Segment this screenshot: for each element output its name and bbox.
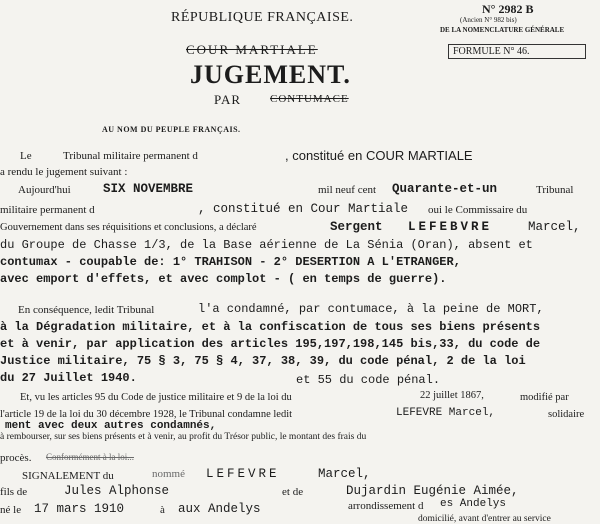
- line-13-loi: du 27 Juillet 1940.: [0, 371, 137, 385]
- contumace-label: CONTUMACE: [270, 93, 349, 105]
- line-16-rembourser: à rembourser, sur ses biens présents et à venir, au profit du Trésor public, le montant des frais du: [0, 432, 367, 442]
- arrondissement-value: es Andelys: [440, 498, 507, 510]
- line-5-nom: LEFEBVRE: [408, 220, 493, 234]
- signalement-nom: LEFEVRE: [206, 467, 280, 481]
- line-17-proces: procès.: [0, 452, 32, 464]
- court-label: COUR MARTIALE: [186, 42, 318, 57]
- line-11-articles: et à venir, par application des articles 195,197,198,145 bis,33, du code de: [0, 337, 541, 351]
- mere-nom: Dujardin Eugénie Aimée,: [346, 484, 519, 498]
- line-8-emport: avec emport d'effets, et avec complot - ( en temps de guerre).: [0, 272, 447, 286]
- lieu-naissance: aux Andelys: [178, 502, 261, 516]
- line-3-tribunal: Tribunal: [536, 184, 574, 196]
- line-2: a rendu le jugement suivant :: [0, 166, 128, 178]
- au-nom-du-peuple: AU NOM DU PEUPLE FRANÇAIS.: [102, 125, 241, 134]
- date-naissance: 17 mars 1910: [34, 502, 125, 516]
- formule-label: FORMULE N° 46.: [453, 46, 530, 57]
- court-heading: [186, 42, 318, 58]
- line-3-year: Quarante-et-un: [392, 182, 498, 196]
- form-ancien: (Ancien N° 982 bis): [460, 16, 517, 24]
- line-3-aujourdhui: Aujourd'hui: [18, 184, 71, 196]
- arrondissement-label: arrondissement d: [348, 500, 424, 512]
- line-9-consequence: En conséquence, ledit Tribunal: [18, 304, 155, 316]
- line-4-militaire: militaire permanent d: [0, 204, 95, 216]
- line-1-tribunal: Tribunal militaire permanent d: [63, 150, 198, 162]
- line-17-conformement: Conformément à la loi...: [46, 452, 134, 462]
- line-12-justice: Justice militaire, 75 § 3, 75 § 4, 37, 38, 39, du code pénal, 2 de la loi: [0, 354, 526, 368]
- domicilie-label: domicilié, avant d'entrer au service: [418, 514, 551, 524]
- formule-box: [448, 44, 586, 59]
- republic-heading: RÉPUBLIQUE FRANÇAISE.: [171, 10, 354, 25]
- signalement-prenom: Marcel,: [318, 467, 371, 481]
- line-1-le: Le: [20, 150, 32, 162]
- signalement-label: SIGNALEMENT du: [22, 470, 114, 482]
- line-4-commissaire: oui le Commissaire du: [428, 204, 528, 216]
- line-4-constitue: , constitué en Cour Martiale: [198, 202, 409, 216]
- line-5-grade: Sergent: [330, 220, 383, 234]
- line-3-date: SIX NOVEMBRE: [103, 182, 194, 196]
- line-14-vu: Et, vu les articles 95 du Code de justice militaire et 9 de la loi du: [20, 392, 292, 403]
- et-de-label: et de: [282, 486, 304, 498]
- fils-de-label: fils de: [0, 486, 28, 498]
- form-nomenclature: DE LA NOMENCLATURE GÉNÉRALE: [440, 26, 565, 34]
- line-5-prenom: Marcel,: [528, 220, 581, 234]
- line-3-mil: mil neuf cent: [318, 184, 377, 196]
- form-number-box: [440, 2, 595, 62]
- line-7-coupable: contumax - coupable de: 1° TRAHISON - 2° DESERTION A L'ETRANGER,: [0, 255, 461, 269]
- document-title: JUGEMENT.: [190, 60, 351, 89]
- line-9-condamne: l'a condamné, par contumace, à la peine de MORT,: [198, 302, 544, 316]
- pere-nom: Jules Alphonse: [64, 484, 170, 498]
- signalement-nomme: nommé: [152, 468, 185, 480]
- line-15-article: l'article 19 de la loi du 30 décembre 1928, le Tribunal condamne ledit: [0, 409, 293, 420]
- par-label: PAR: [214, 92, 242, 107]
- line-6-groupe: du Groupe de Chasse 1/3, de la Base aérienne de La Sénia (Oran), absent et: [0, 238, 533, 252]
- line-15-nom: LEFEVRE Marcel,: [396, 407, 496, 419]
- ne-le-label: né le: [0, 504, 22, 516]
- line-10-degradation: à la Dégradation militaire, et à la confiscation de tous ses biens présents: [0, 320, 541, 334]
- a-label: à: [160, 504, 165, 516]
- line-5-gouvernement: Gouvernement dans ses réquisitions et conclusions, a déclaré: [0, 222, 257, 233]
- line-14-date: 22 juillet 1867,: [420, 390, 484, 401]
- line-14-modifie: modifié par: [520, 392, 569, 403]
- line-16-condamnes: ment avec deux autres condamnés,: [5, 420, 217, 432]
- line-1-constitue: , constitué en COUR MARTIALE: [285, 148, 473, 163]
- line-15-solidaire: solidaire: [548, 409, 585, 420]
- line-13-code-penal: et 55 du code pénal.: [296, 373, 441, 387]
- form-number: N° 2982 B: [482, 2, 534, 16]
